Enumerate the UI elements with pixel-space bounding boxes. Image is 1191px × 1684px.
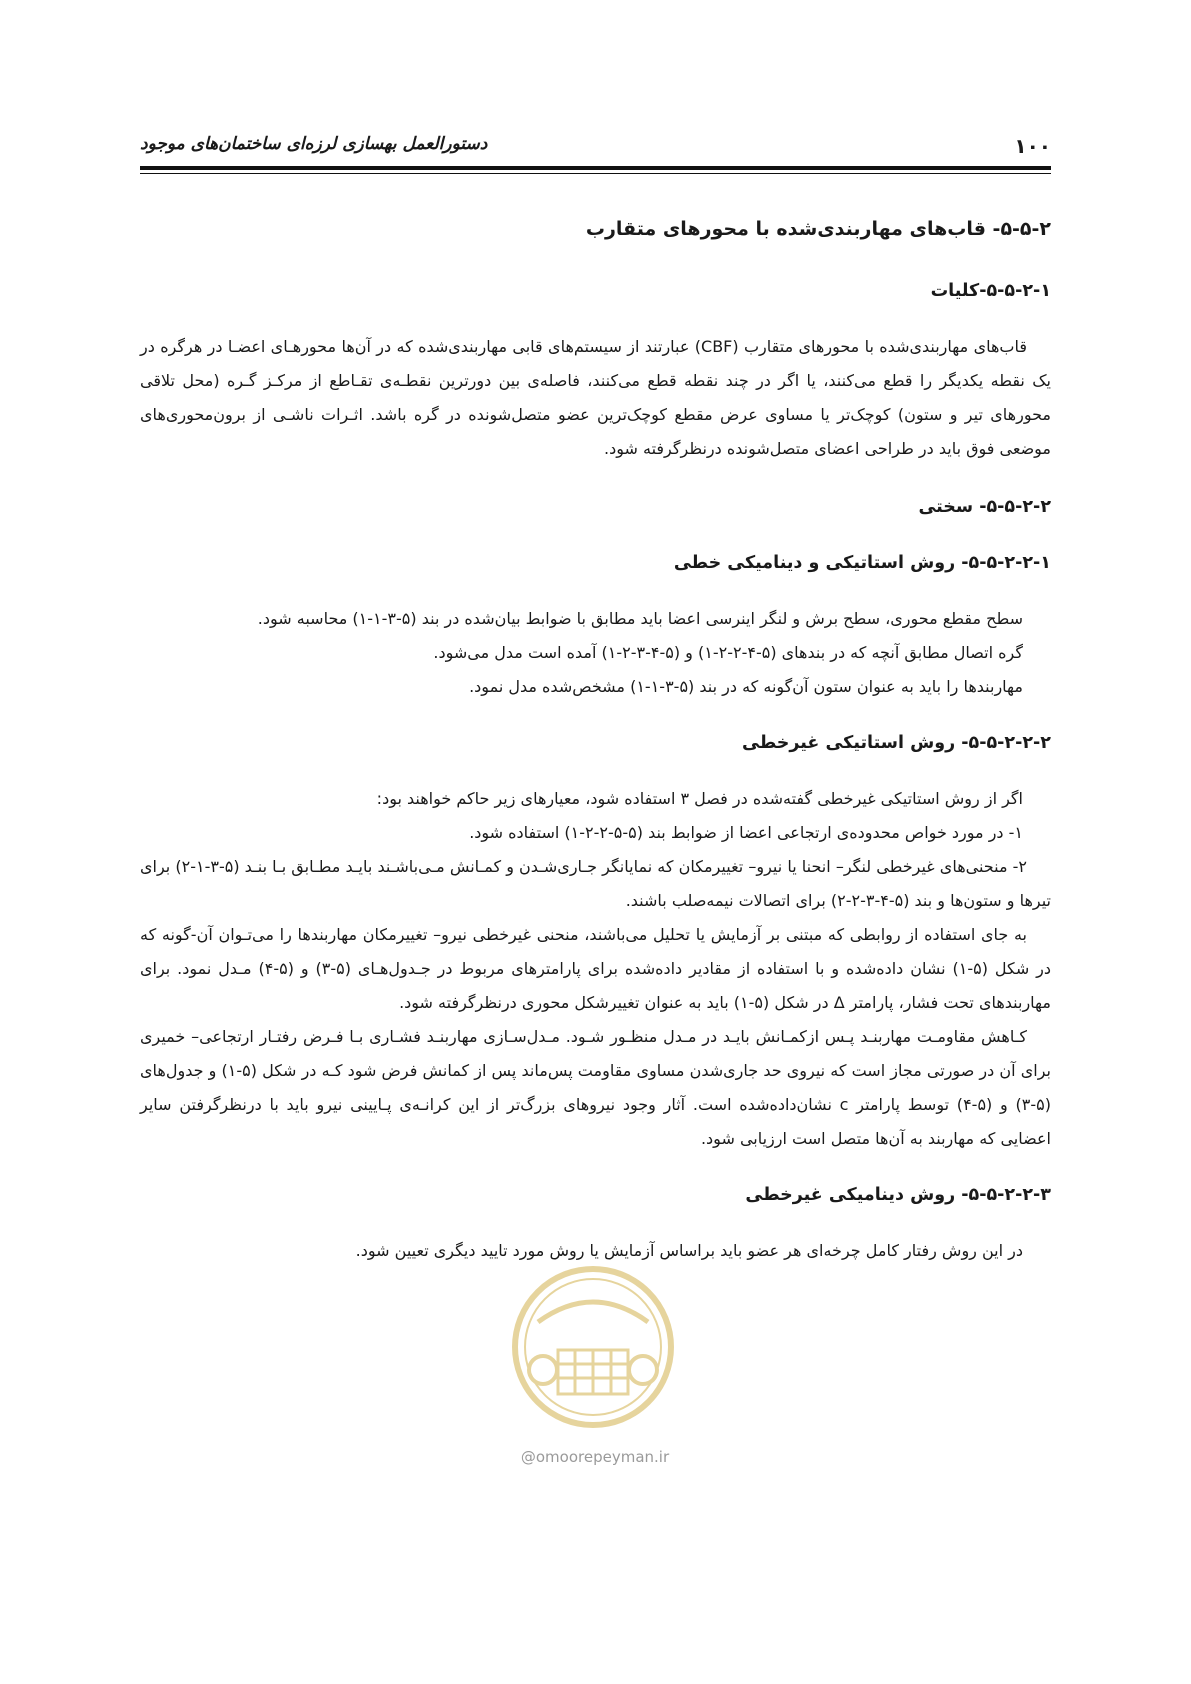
linear-methods-lines: [140, 602, 1051, 704]
paragraph-strength-reduction: کـاهش مقاومـت مهاربنـد پـس ازکمـانش بایـد در مـدل منظـور شـود. مـدل‌سـازی مهاربنـد فشـاری بـا فـرض رفتـار ارتجاعی– خمیری برای آن در صورتی مجاز است که نیروی حد جاری‌شدن مساوی مقاومت پس‌ماند پس از کمانش فرض شود کـه در شکل (۵-۱) و جدول‌های (۵-۳) و (۵-۴) توسط پارامتر c نشان‌داده‌شده است. آثار وجود نیروهای بزرگ‌تر از این کرانـه‌ی پـایینی نیرو باید با درنظرگرفتن سایر اعضایی که مهاربند به آن‌ها متصل است ارزیابی شود.: [140, 1027, 1051, 1148]
paragraph-line: ۱- در مورد خواص محدوده‌ی ارتجاعی اعضا از ضوابط بند (۵-۵-۲-۲-۱) استفاده شود.: [469, 823, 1023, 842]
paragraph-dynamic: در این روش رفتار کامل چرخه‌ای هر عضو باید براساس آزمایش یا روش مورد تایید دیگری تعیین شود.: [355, 1241, 1023, 1260]
section-heading-5-5-2-2: ۵-۵-۲-۲- سختی: [918, 497, 1051, 517]
running-title: دستورالعمل بهسازی لرزه‌ای ساختمان‌های موجود: [140, 134, 488, 154]
section-heading-5-5-2-2-3: ۵-۵-۲-۲-۳- روش دینامیکی غیرخطی: [745, 1185, 1051, 1205]
header-rule-thin: [140, 173, 1051, 174]
watermark-url: @omoorepeyman.ir: [520, 1448, 670, 1466]
section-heading-5-5-2-1: ۵-۵-۲-۱-کلیات: [930, 281, 1051, 301]
page-header: [140, 132, 1051, 162]
paragraph-line: مهاربندها را باید به عنوان ستون آن‌گونه که در بند (۵-۳-۱-۱) مشخص‌شده مدل نمود.: [469, 677, 1023, 696]
paragraph-line: اگر از روش استاتیکی غیرخطی گفته‌شده در فصل ۳ استفاده شود، معیارهای زیر حاکم خواهند بود:: [376, 789, 1023, 808]
section-heading-5-5-2-2-2: ۵-۵-۲-۲-۲- روش استاتیکی غیرخطی: [742, 733, 1051, 753]
nonlinear-static-lines: [140, 782, 1051, 850]
section-heading-5-5-2: ۵-۵-۲- قاب‌های مهاربندی‌شده با محورهای متقارب: [585, 218, 1051, 240]
item-2-paragraph: ۲- منحنی‌های غیرخطی لنگر– انحنا یا نیرو– تغییرمکان که نمایانگر جـاری‌شـدن و کمـانش مـی‌باشـند بایـد مطـابق بـا بنـد (۵-۳-۱-۲) برای تیرها و ستون‌ها و بند (۵-۴-۳-۲-۲) برای اتصالات نیمه‌صلب باشند.: [140, 857, 1051, 910]
paragraph-general: قاب‌های مهاربندی‌شده با محورهای متقارب (CBF) عبارتند از سیستم‌های قابی مهاربندی‌شده که در آن‌ها محورهـای اعضـا در هرگره در یک نقطه یکدیگر را قطع می‌کنند، یا اگر در چند نقطه قطع می‌کنند، فاصله‌ی بین دورترین نقطـه‌ی تقـاطع از مرکـز گـره (محل تلاقی محورهای تیر و ستون) کوچک‌تر یا مساوی عرض مقطع کوچک‌ترین عضو متصل‌شونده در گره باشد. اثـرات ناشـی از برون‌محوری‌های موضعی فوق باید در طراحی اعضای متصل‌شونده درنظرگرفته شود.: [140, 337, 1051, 458]
paragraph-line: سطح مقطع محوری، سطح برش و لنگر اینرسی اعضا باید مطابق با ضوابط بیان‌شده در بند (۵-۳-۱-۱) محاسبه شود.: [257, 609, 1023, 628]
header-rule-thick: [140, 166, 1051, 170]
paragraph-instead: به جای استفاده از روابطی که مبتنی بر آزمایش یا تحلیل می‌باشند، منحنی غیرخطی نیرو– تغییرمکان مهاربندها را می‌تـوان آن-گونه که در شکل (۵-۱) نشان داده‌شده و با استفاده از مقادیر داده‌شده برای پارامترهای مربوط در جـدول‌هـای (۵-۳) و (۵-۴) مـدل نمود. برای مهاربندهای تحت فشار، پارامتر Δ در شکل (۵-۱) باید به عنوان تغییرشکل محوری درنظرگرفته شود.: [140, 925, 1051, 1012]
section-heading-5-5-2-2-1: ۵-۵-۲-۲-۱- روش استاتیکی و دینامیکی خطی: [673, 553, 1051, 573]
body-content: [140, 212, 1051, 1268]
page-number: ۱۰۰: [1014, 134, 1051, 158]
paragraph-line: گره اتصال مطابق آنچه که در بندهای (۵-۴-۲-۲-۱) و (۵-۴-۳-۲-۱) آمده است مدل می‌شود.: [433, 643, 1023, 662]
watermark-seal: [468, 1262, 718, 1432]
